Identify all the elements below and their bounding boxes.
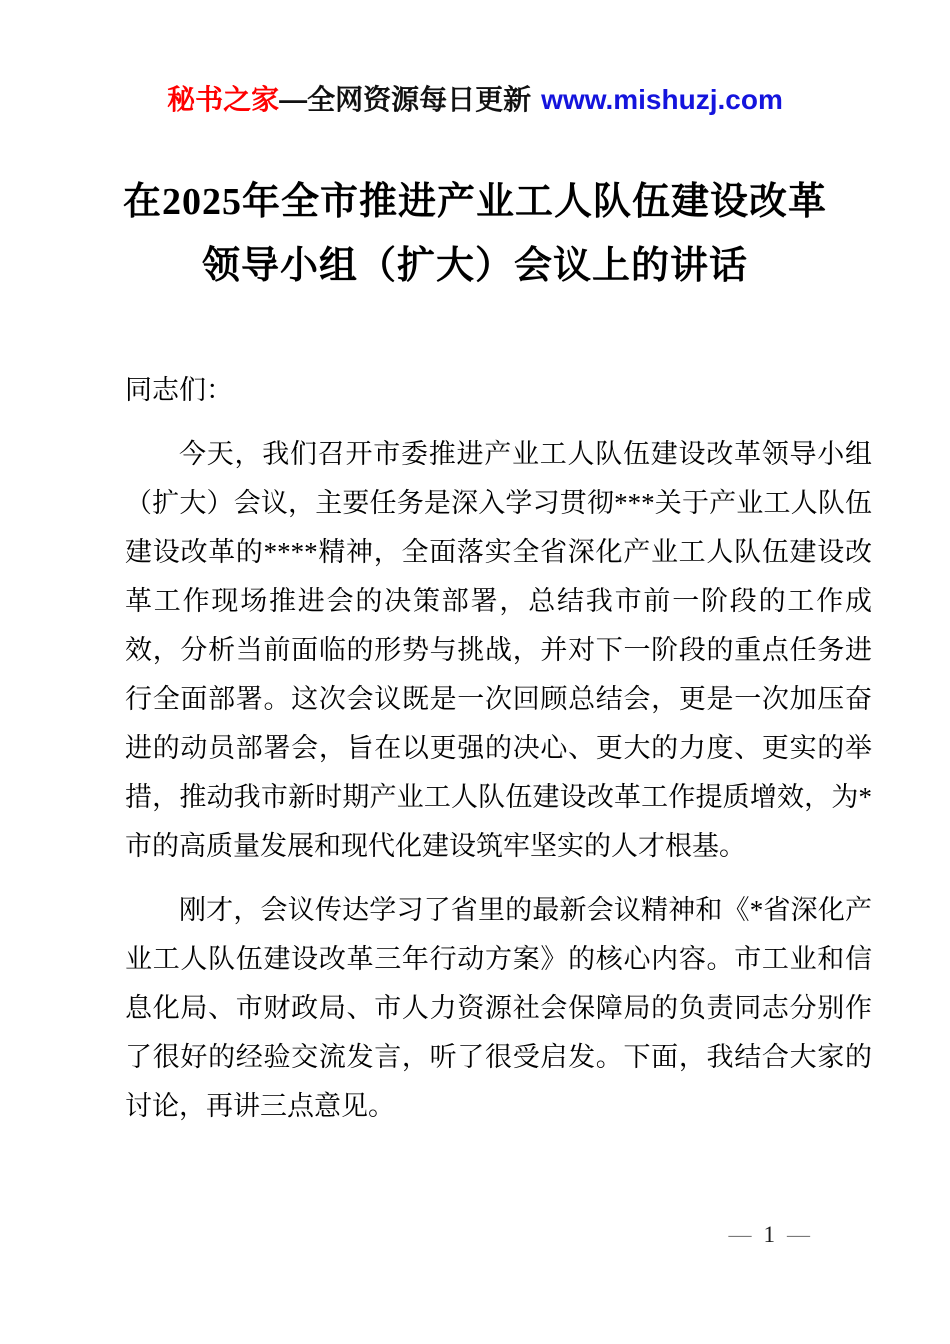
page-number-dash-right: — (787, 1222, 810, 1247)
document-body (125, 366, 872, 1131)
page-number-footer (729, 1220, 811, 1250)
page-number: 1 (763, 1222, 775, 1247)
document-title-line-2: 领导小组（扩大）会议上的讲话 (201, 245, 748, 287)
document-title-line-1: 在2025年全市推进产业工人队伍建设改革 (122, 181, 827, 223)
body-paragraph-2: 刚才，会议传达学习了省里的最新会议精神和《*省深化产业工人队伍建设改革三年行动方案》的核心内容。市工业和信息化局、市财政局、市人力资源社会保障局的负责同志分别作了很好的经验交流发言，听了很受启发。下面，我结合大家的讨论，再讲三点意见。 (125, 895, 872, 1121)
page-number-dash-left: — (728, 1222, 752, 1247)
body-paragraph-1: 今天，我们召开市委推进产业工人队伍建设改革领导小组（扩大）会议，主要任务是深入学习贯彻***关于产业工人队伍建设改革的****精神，全面落实全省深化产业工人队伍建设改革工作现场推进会的决策部署，总结我市前一阶段的工作成效，分析当前面临的形势与挑战，并对下一阶段的重点任务进行全面部署。这次会议既是一次回顾总结会，更是一次加压奋进的动员部署会，旨在以更强的决心、更大的力度、更实的举措，推动我市新时期产业工人队伍建设改革工作提质增效，为*市的高质量发展和现代化建设筑牢坚实的人才根基。 (125, 439, 872, 861)
site-url-link[interactable]: www.mishuzj.com (541, 84, 783, 115)
salutation-line: 同志们： (125, 375, 233, 405)
header-separator-dash: — (279, 84, 308, 115)
header-tagline: 全网资源每日更新 (307, 84, 532, 115)
site-promo-header (0, 82, 950, 118)
document-title (75, 170, 875, 298)
site-brand: 秘书之家 (167, 84, 280, 115)
